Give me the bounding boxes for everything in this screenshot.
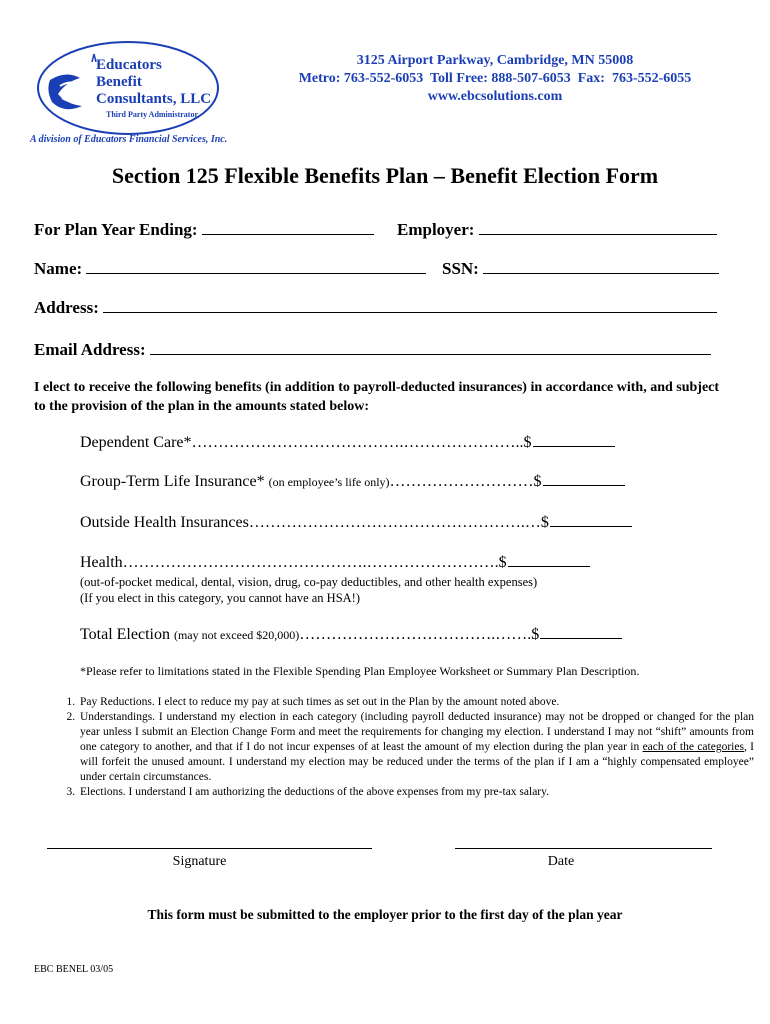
logo-line3: Consultants, LLC	[96, 91, 212, 107]
website: www.ebcsolutions.com	[427, 89, 563, 104]
health-row: Health……………………………………….…………………….$	[80, 552, 590, 572]
signature-line[interactable]	[47, 848, 372, 849]
name-label: Name:	[34, 259, 83, 278]
plan-year-input[interactable]	[202, 218, 374, 235]
ssn-label: SSN:	[442, 259, 479, 278]
total-note: (may not exceed $20,000)	[173, 628, 300, 642]
total-currency: $	[531, 626, 540, 643]
plan-year-label: For Plan Year Ending:	[34, 220, 198, 239]
terms-list	[52, 695, 754, 800]
term-pay-reductions: 1. Pay Reductions. I elect to reduce my pay at such times as set out in the Plan by the amount noted above.	[78, 695, 754, 710]
total-label: Total Election	[80, 626, 170, 643]
term-understandings-text-a: Understandings. I understand my election in each category (including payroll deducted insurance) may not be dropped or changed for the plan year unless I submit an Election Change Form and meet the requirements for changing my election. I understand I may not “shift” amounts from one category to another, and that if I do not incur expenses of at least the amount of my election during the plan year in	[80, 711, 754, 753]
employer-label: Employer:	[397, 220, 475, 239]
total-election-row: Total Election (may not exceed $20,000)……………………………….…….$	[80, 624, 622, 644]
health-label: Health	[80, 554, 123, 571]
group-term-note: (on employee’s life only)	[268, 475, 390, 489]
logo-tagline: Third Party Administrator	[106, 110, 198, 119]
logo-line1: Educators	[96, 57, 162, 73]
outside-health-currency: $	[540, 514, 549, 531]
limitations-note: *Please refer to limitations stated in the Flexible Spending Plan Employee Worksheet or Summary Plan Description.	[80, 664, 640, 678]
email-label: Email Address:	[34, 340, 146, 359]
outside-health-amount[interactable]	[550, 512, 632, 527]
ssn-input[interactable]	[483, 257, 719, 274]
ebc-logo	[36, 40, 220, 136]
health-note-hsa: (If you elect in this category, you cannot have an HSA!)	[80, 591, 360, 605]
signature-label: Signature	[172, 854, 227, 869]
employer-input[interactable]	[479, 218, 717, 235]
term-elections: 3. Elections. I understand I am authorizing the deductions of the above expenses from my pre-tax salary.	[78, 785, 754, 800]
employer-row	[397, 218, 717, 240]
term-understandings	[78, 710, 754, 785]
health-notes	[80, 574, 537, 606]
group-term-label: Group-Term Life Insurance*	[80, 473, 265, 490]
division-text: A division of Educators Financial Services, Inc.	[30, 134, 228, 145]
election-intro: I elect to receive the following benefits (in addition to payroll-deducted insurances) in accordance with, and subject to the provision of the plan in the amounts stated below:	[34, 380, 720, 414]
address-row	[34, 296, 717, 318]
email-input[interactable]	[150, 338, 711, 355]
outside-health-row: Outside Health Insurances…………………………………………….…$	[80, 512, 632, 532]
health-amount[interactable]	[508, 552, 590, 567]
page-title: Section 125 Flexible Benefits Plan – Benefit Election Form	[111, 163, 659, 188]
health-currency: $	[498, 554, 507, 571]
email-row	[34, 338, 711, 360]
contact-block	[260, 52, 730, 106]
group-term-amount[interactable]	[543, 471, 625, 486]
phone-numbers: Metro: 763-552-6053 Toll Free: 888-507-6053 Fax: 763-552-6055	[298, 71, 692, 86]
date-label: Date	[547, 854, 575, 869]
address-label: Address:	[34, 298, 99, 317]
total-amount[interactable]	[540, 624, 622, 639]
form-code: EBC BENEL 03/05	[34, 964, 114, 975]
ssn-row	[442, 257, 719, 279]
dependent-care-row: Dependent Care*………………………………….…………………..$	[80, 432, 615, 452]
dependent-care-label: Dependent Care*	[80, 434, 192, 451]
health-note-expenses: (out-of-pocket medical, dental, vision, drug, co-pay deductibles, and other health expenses)	[80, 575, 538, 589]
dependent-care-currency: $	[523, 434, 532, 451]
name-input[interactable]	[86, 257, 426, 274]
dependent-care-amount[interactable]	[533, 432, 615, 447]
submit-notice: This form must be submitted to the employer prior to the first day of the plan year	[147, 907, 623, 922]
name-row	[34, 257, 426, 279]
term-understandings-text-b: , I will forfeit the unused amount. I understand my election may be reduced under the terms of the plan if I am a “highly compensated employee” under certain circumstances.	[80, 741, 754, 783]
street-address: 3125 Airport Parkway, Cambridge, MN 55008	[356, 53, 634, 68]
swoosh-icon	[48, 74, 82, 109]
plan-year-row	[34, 218, 374, 240]
address-input[interactable]	[103, 296, 717, 313]
outside-health-label: Outside Health Insurances	[80, 514, 249, 531]
group-term-row: Group-Term Life Insurance* (on employee’s life only)………………………$	[80, 471, 625, 491]
term-understandings-underline: each of the categories	[642, 741, 744, 753]
group-term-currency: $	[533, 473, 542, 490]
date-line[interactable]	[455, 848, 712, 849]
logo-line2: Benefit	[96, 74, 142, 90]
